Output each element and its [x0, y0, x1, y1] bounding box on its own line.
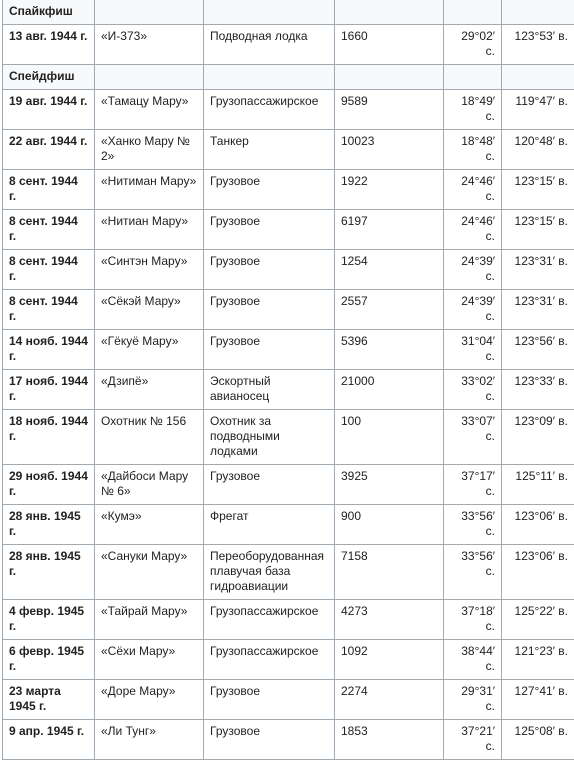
latitude-cell: 24°39′ с.	[444, 290, 502, 330]
table-row	[3, 370, 574, 410]
ship-name-cell: «Доре Мару»	[95, 680, 204, 720]
ship-name-cell: «Ханко Мару № 2»	[95, 130, 204, 170]
date-cell: 14 нояб. 1944 г.	[3, 330, 95, 370]
longitude-cell: 125°11′ в.	[502, 465, 574, 505]
longitude-cell: 123°53′ в.	[502, 25, 574, 65]
table-row	[3, 210, 574, 250]
date-cell: 8 сент. 1944 г.	[3, 210, 95, 250]
ship-type-cell: Фрегат	[204, 505, 335, 545]
table-row	[3, 25, 574, 65]
ship-type-cell: Подводная лодка	[204, 25, 335, 65]
date-cell: 13 авг. 1944 г.	[3, 25, 95, 65]
ship-type-cell: Грузовое	[204, 330, 335, 370]
table-row	[3, 545, 574, 600]
longitude-cell: 123°15′ в.	[502, 170, 574, 210]
ship-type-cell: Танкер	[204, 130, 335, 170]
ship-type-cell: Эскортный авианосец	[204, 370, 335, 410]
ship-name-cell: «Гёкуё Мару»	[95, 330, 204, 370]
table-row	[3, 330, 574, 370]
ship-type-cell: Охотник за подводными лодками	[204, 410, 335, 465]
ship-type-cell: Грузовое	[204, 465, 335, 505]
ship-type-cell: Грузовое	[204, 170, 335, 210]
date-cell: 19 авг. 1944 г.	[3, 90, 95, 130]
ship-name-cell: «Сёкэй Мару»	[95, 290, 204, 330]
latitude-cell: 37°21′ с.	[444, 720, 502, 760]
empty-cell	[502, 0, 574, 25]
tonnage-cell: 1254	[335, 250, 444, 290]
tonnage-cell: 1092	[335, 640, 444, 680]
tonnage-cell: 2274	[335, 680, 444, 720]
submarine-name: Спейдфиш	[3, 65, 95, 90]
empty-cell	[95, 65, 204, 90]
latitude-cell: 29°02′ с.	[444, 25, 502, 65]
latitude-cell: 31°04′ с.	[444, 330, 502, 370]
ship-name-cell: «И-373»	[95, 25, 204, 65]
date-cell: 23 марта 1945 г.	[3, 680, 95, 720]
table-row	[3, 90, 574, 130]
ship-name-cell: «Сёхи Мару»	[95, 640, 204, 680]
ship-name-cell: «Ли Тунг»	[95, 720, 204, 760]
empty-cell	[444, 0, 502, 25]
ship-type-cell: Грузовое	[204, 250, 335, 290]
longitude-cell: 123°31′ в.	[502, 250, 574, 290]
ship-name-cell: «Нитиан Мару»	[95, 210, 204, 250]
ship-name-cell: «Синтэн Мару»	[95, 250, 204, 290]
ship-type-cell: Грузопассажирское	[204, 600, 335, 640]
longitude-cell: 120°48′ в.	[502, 130, 574, 170]
latitude-cell: 37°18′ с.	[444, 600, 502, 640]
ship-name-cell: «Сануки Мару»	[95, 545, 204, 600]
tonnage-cell: 1660	[335, 25, 444, 65]
tonnage-cell: 7158	[335, 545, 444, 600]
table-row	[3, 250, 574, 290]
ship-type-cell: Грузовое	[204, 210, 335, 250]
latitude-cell: 33°02′ с.	[444, 370, 502, 410]
latitude-cell: 37°17′ с.	[444, 465, 502, 505]
tonnage-cell: 10023	[335, 130, 444, 170]
date-cell: 4 февр. 1945 г.	[3, 600, 95, 640]
table-row	[3, 680, 574, 720]
submarine-group-row	[3, 0, 574, 25]
date-cell: 6 февр. 1945 г.	[3, 640, 95, 680]
date-cell: 22 авг. 1944 г.	[3, 130, 95, 170]
longitude-cell: 123°06′ в.	[502, 545, 574, 600]
ship-type-cell: Грузопассажирское	[204, 640, 335, 680]
latitude-cell: 38°44′ с.	[444, 640, 502, 680]
ship-name-cell: «Тайрай Мару»	[95, 600, 204, 640]
date-cell: 8 сент. 1944 г.	[3, 170, 95, 210]
tonnage-cell: 9589	[335, 90, 444, 130]
latitude-cell: 24°46′ с.	[444, 210, 502, 250]
ship-type-cell: Грузовое	[204, 290, 335, 330]
losses-table-body	[3, 0, 574, 760]
table-row	[3, 465, 574, 505]
longitude-cell: 123°15′ в.	[502, 210, 574, 250]
ship-name-cell: «Дзипё»	[95, 370, 204, 410]
ship-type-cell: Грузовое	[204, 720, 335, 760]
longitude-cell: 121°23′ в.	[502, 640, 574, 680]
ship-type-cell: Переоборудованная плавучая база гидроавиации	[204, 545, 335, 600]
empty-cell	[502, 65, 574, 90]
table-row	[3, 505, 574, 545]
latitude-cell: 18°48′ с.	[444, 130, 502, 170]
ship-name-cell: «Дайбоси Мару № 6»	[95, 465, 204, 505]
longitude-cell: 125°22′ в.	[502, 600, 574, 640]
tonnage-cell: 6197	[335, 210, 444, 250]
latitude-cell: 18°49′ с.	[444, 90, 502, 130]
latitude-cell: 24°46′ с.	[444, 170, 502, 210]
longitude-cell: 119°47′ в.	[502, 90, 574, 130]
ship-name-cell: Охотник № 156	[95, 410, 204, 465]
date-cell: 8 сент. 1944 г.	[3, 290, 95, 330]
empty-cell	[95, 0, 204, 25]
date-cell: 28 янв. 1945 г.	[3, 545, 95, 600]
longitude-cell: 125°08′ в.	[502, 720, 574, 760]
tonnage-cell: 3925	[335, 465, 444, 505]
tonnage-cell: 21000	[335, 370, 444, 410]
date-cell: 9 апр. 1945 г.	[3, 720, 95, 760]
latitude-cell: 24°39′ с.	[444, 250, 502, 290]
losses-table	[2, 0, 574, 760]
empty-cell	[204, 65, 335, 90]
latitude-cell: 33°56′ с.	[444, 505, 502, 545]
longitude-cell: 123°56′ в.	[502, 330, 574, 370]
tonnage-cell: 4273	[335, 600, 444, 640]
tonnage-cell: 5396	[335, 330, 444, 370]
tonnage-cell: 900	[335, 505, 444, 545]
tonnage-cell: 1922	[335, 170, 444, 210]
date-cell: 28 янв. 1945 г.	[3, 505, 95, 545]
longitude-cell: 123°09′ в.	[502, 410, 574, 465]
longitude-cell: 123°31′ в.	[502, 290, 574, 330]
submarine-name: Спайкфиш	[3, 0, 95, 25]
ship-type-cell: Грузовое	[204, 680, 335, 720]
latitude-cell: 33°56′ с.	[444, 545, 502, 600]
table-row	[3, 290, 574, 330]
tonnage-cell: 1853	[335, 720, 444, 760]
latitude-cell: 33°07′ с.	[444, 410, 502, 465]
table-row	[3, 410, 574, 465]
tonnage-cell: 2557	[335, 290, 444, 330]
submarine-group-row	[3, 65, 574, 90]
table-row	[3, 640, 574, 680]
empty-cell	[444, 65, 502, 90]
date-cell: 29 нояб. 1944 г.	[3, 465, 95, 505]
date-cell: 8 сент. 1944 г.	[3, 250, 95, 290]
latitude-cell: 29°31′ с.	[444, 680, 502, 720]
empty-cell	[335, 0, 444, 25]
tonnage-cell: 100	[335, 410, 444, 465]
date-cell: 17 нояб. 1944 г.	[3, 370, 95, 410]
table-row	[3, 170, 574, 210]
empty-cell	[204, 0, 335, 25]
ship-name-cell: «Тамацу Мару»	[95, 90, 204, 130]
ship-type-cell: Грузопассажирское	[204, 90, 335, 130]
table-row	[3, 600, 574, 640]
empty-cell	[335, 65, 444, 90]
longitude-cell: 123°06′ в.	[502, 505, 574, 545]
date-cell: 18 нояб. 1944 г.	[3, 410, 95, 465]
table-row	[3, 720, 574, 760]
ship-name-cell: «Кумэ»	[95, 505, 204, 545]
table-row	[3, 130, 574, 170]
longitude-cell: 123°33′ в.	[502, 370, 574, 410]
longitude-cell: 127°41′ в.	[502, 680, 574, 720]
ship-name-cell: «Нитиман Мару»	[95, 170, 204, 210]
